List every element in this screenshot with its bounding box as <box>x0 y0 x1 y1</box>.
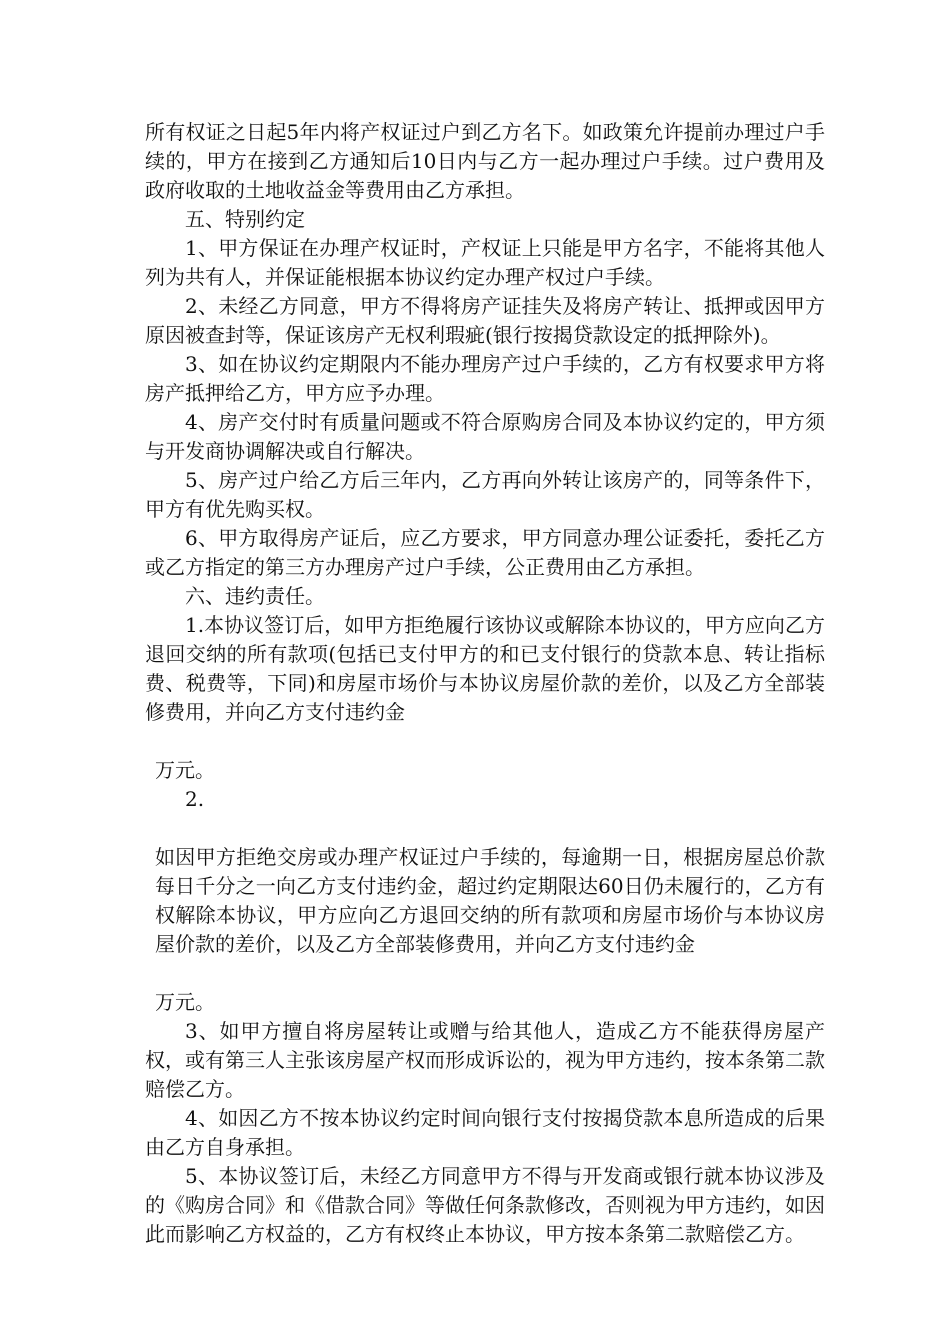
paragraph-transfer-terms: 所有权证之日起5年内将产权证过户到乙方名下。如政策允许提前办理过户手续的，甲方在接到乙方通知后10日内与乙方一起办理过户手续。过户费用及政府收取的土地收益金等费用由乙方承担。 <box>145 120 825 202</box>
clause-6-5: 5、本协议签订后，未经乙方同意甲方不得与开发商或银行就本协议涉及的《购房合同》和《借款合同》等做任何条款修改，否则视为甲方违约，如因此而影响乙方权益的，乙方有权终止本协议，甲方按本条第二款赔偿乙方。 <box>145 1164 825 1246</box>
clause-6-1-amount: 万元。 <box>155 758 215 782</box>
document-body <box>145 118 825 1249</box>
clause-6-2-amount: 万元。 <box>155 990 215 1014</box>
clause-5-6: 6、甲方取得房产证后，应乙方要求，甲方同意办理公证委托，委托乙方或乙方指定的第三方办理房产过户手续，公正费用由乙方承担。 <box>145 526 825 579</box>
heading-breach-liability: 六、违约责任。 <box>185 584 325 608</box>
heading-special-terms: 五、特别约定 <box>185 207 305 231</box>
clause-6-1: 1.本协议签订后，如甲方拒绝履行该协议或解除本协议的，甲方应向乙方退回交纳的所有款项(包括已支付甲方的和已支付银行的贷款本息、转让指标费、税费等，下同)和房屋市场价与本协议房屋价款的差价，以及乙方全部装修费用，并向乙方支付违约金 <box>145 613 825 724</box>
clause-6-3: 3、如甲方擅自将房屋转让或赠与给其他人，造成乙方不能获得房屋产权，或有第三人主张该房屋产权而形成诉讼的，视为甲方违约，按本条第二款赔偿乙方。 <box>145 1019 825 1101</box>
clause-6-4: 4、如因乙方不按本协议约定时间向银行支付按揭贷款本息所造成的后果由乙方自身承担。 <box>145 1106 825 1159</box>
clause-6-2-number: 2. <box>185 787 205 811</box>
clause-6-2: 如因甲方拒绝交房或办理产权证过户手续的，每逾期一日，根据房屋总价款每日千分之一向乙方支付违约金，超过约定期限达60日仍未履行的，乙方有权解除本协议，甲方应向乙方退回交纳的所有款项和房屋市场价与本协议房屋价款的差价，以及乙方全部装修费用，并向乙方支付违约金 <box>155 845 825 956</box>
clause-5-5: 5、房产过户给乙方后三年内，乙方再向外转让该房产的，同等条件下，甲方有优先购买权。 <box>145 468 825 521</box>
clause-5-4: 4、房产交付时有质量问题或不符合原购房合同及本协议约定的，甲方须与开发商协调解决或自行解决。 <box>145 410 825 463</box>
clause-5-1: 1、甲方保证在办理产权证时，产权证上只能是甲方名字，不能将其他人列为共有人，并保证能根据本协议约定办理产权过户手续。 <box>145 236 825 289</box>
clause-5-2: 2、未经乙方同意，甲方不得将房产证挂失及将房产转让、抵押或因甲方原因被查封等，保证该房产无权利瑕疵(银行按揭贷款设定的抵押除外)。 <box>145 294 825 347</box>
clause-5-3: 3、如在协议约定期限内不能办理房产过户手续的，乙方有权要求甲方将房产抵押给乙方，甲方应予办理。 <box>145 352 825 405</box>
